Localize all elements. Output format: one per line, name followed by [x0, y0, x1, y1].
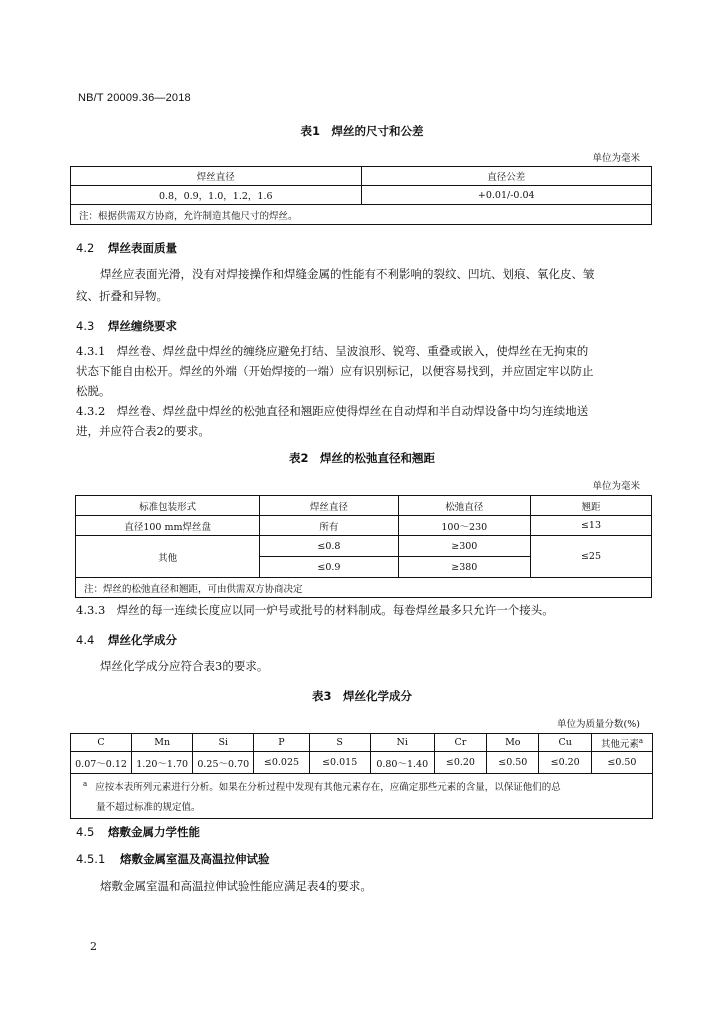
table1-unit: 单位为毫米 [592, 153, 640, 164]
table3-value-cr: ≤0.20 [434, 752, 486, 774]
section-title: 熔敷金属力学性能 [108, 825, 200, 839]
clause-4-3-1-line1: 4.3.1 焊丝卷、焊丝盘中焊丝的缠绕应避免打结、呈波浪形、锐弯、重叠或嵌入，使焊丝在无拘束的 [76, 344, 589, 358]
section-number: 4.5 [76, 825, 95, 839]
section-4-5-1-heading [76, 851, 270, 867]
section-4-5-heading [76, 824, 200, 840]
table2-cell-cast-a: ≥300 [398, 536, 530, 557]
section-number: 4.5.1 [76, 852, 106, 866]
table3-value-mn: 1.20～1.70 [132, 752, 193, 774]
table3-value-mo: ≤0.50 [487, 752, 539, 774]
clause-4-3-1-line3: 松脱。 [76, 384, 111, 398]
table3-header-si: Si [193, 734, 254, 752]
table2-cell-cast-b: ≥380 [398, 557, 530, 578]
table2-cell-helix-other: ≤25 [531, 536, 652, 578]
clause-4-3-2-line1: 4.3.2 焊丝卷、焊丝盘中焊丝的松弛直径和翘距应使得焊丝在自动焊和半自动焊设备中均匀连续地送 [76, 404, 589, 418]
table1-header-diameter: 焊丝直径 [71, 167, 362, 186]
table3-header-c: C [71, 734, 132, 752]
standard-number: NB/T 20009.36—2018 [78, 92, 191, 104]
section-4-4-body: 焊丝化学成分应符合表3的要求。 [100, 659, 269, 673]
table1-cell-diameter: 0.8，0.9，1.0，1.2，1.6 [71, 186, 362, 205]
footnote-text: 应按本表所列元素进行分析。如果在分析过程中发现有其他元素存在，应确定那些元素的含量，以保证他们的总 [95, 782, 561, 794]
table3-value-cu: ≤0.20 [539, 752, 591, 774]
table3-value-c: 0.07～0.12 [71, 752, 132, 774]
table1-caption: 表1 焊丝的尺寸和公差 [300, 124, 424, 138]
section-4-5-1-body: 熔敷金属室温和高温拉伸试验性能应满足表4的要求。 [100, 879, 372, 893]
table2-header-helix: 翘距 [531, 496, 652, 516]
table1 [70, 166, 652, 225]
section-4-2-heading [76, 240, 177, 256]
table3-footnote-line2: 量不超过标准的规定值。 [96, 802, 201, 814]
clause-4-3-2-line2: 进，并应符合表2的要求。 [76, 424, 210, 438]
section-title: 焊丝化学成分 [108, 633, 177, 647]
table1-header-tolerance: 直径公差 [361, 167, 652, 186]
footnote-mark: a [638, 736, 644, 745]
table2-cell-diameter-a: ≤0.8 [260, 536, 398, 557]
section-title: 熔敷金属室温及高温拉伸试验 [120, 852, 270, 866]
table3-header-cu: Cu [539, 734, 591, 752]
table3-header-s: S [309, 734, 370, 752]
table2-caption: 表2 焊丝的松弛直径和翘距 [288, 451, 435, 465]
section-number: 4.2 [76, 241, 95, 255]
section-number: 4.4 [76, 633, 95, 647]
table2-cell-form-other: 其他 [76, 536, 260, 578]
table2-cell-diameter-b: ≤0.9 [260, 557, 398, 578]
table3 [70, 733, 653, 819]
table1-note: 注：根据供需双方协商，允许制造其他尺寸的焊丝。 [71, 205, 652, 225]
section-4-3-heading [76, 318, 177, 334]
table3-value-other: ≤0.50 [591, 752, 652, 774]
section-title: 焊丝表面质量 [108, 241, 177, 255]
table2-cell-form: 直径100 mm焊丝盘 [76, 516, 260, 536]
section-number: 4.3 [76, 319, 95, 333]
table3-footnote-line1 [83, 774, 652, 798]
table2-header-diameter: 焊丝直径 [260, 496, 398, 516]
table1-cell-tolerance: +0.01/-0.04 [361, 186, 652, 205]
table2 [75, 495, 652, 598]
table2-note: 注：焊丝的松弛直径和翘距，可由供需双方协商决定 [76, 578, 652, 598]
table3-header-p: P [254, 734, 309, 752]
table3-header-ni: Ni [370, 734, 434, 752]
table2-header-cast: 松弛直径 [398, 496, 530, 516]
table3-header-mo: Mo [487, 734, 539, 752]
section-4-4-heading [76, 632, 177, 648]
table3-value-p: ≤0.025 [254, 752, 309, 774]
table2-cell-cast: 100～230 [398, 516, 530, 536]
table3-value-ni: 0.80～1.40 [370, 752, 434, 774]
table3-header-cr: Cr [434, 734, 486, 752]
table2-cell-diameter: 所有 [260, 516, 398, 536]
table3-header-other [591, 734, 652, 752]
table3-caption: 表3 焊丝化学成分 [311, 689, 412, 703]
footnote-mark: a [83, 780, 88, 788]
table2-unit: 单位为毫米 [592, 481, 640, 492]
table2-cell-helix: ≤13 [531, 516, 652, 536]
clause-4-3-1-line2: 状态下能自由松开。焊丝的外端（开始焊接的一端）应有识别标记，以便容易找到，并应固定牢以防止 [76, 364, 594, 378]
table3-header-other-label: 其他元素 [600, 738, 639, 750]
section-4-2-body-line1: 焊丝应表面光滑，没有对焊接操作和焊缝金属的性能有不利影响的裂纹、凹坑、划痕、氧化皮、皱 [100, 267, 595, 281]
table3-header-mn: Mn [132, 734, 193, 752]
table3-value-si: 0.25～0.70 [193, 752, 254, 774]
section-4-2-body-line2: 纹、折叠和异物。 [76, 289, 168, 303]
section-title: 焊丝缠绕要求 [108, 319, 177, 333]
table2-header-form: 标准包装形式 [76, 496, 260, 516]
table3-footnote [71, 774, 653, 819]
clause-4-3-3: 4.3.3 焊丝的每一连续长度应以同一炉号或批号的材料制成。每卷焊丝最多只允许一个接头。 [76, 603, 554, 617]
page-number: 2 [90, 940, 97, 953]
table3-unit: 单位为质量分数(%) [557, 719, 640, 730]
table3-value-s: ≤0.015 [309, 752, 370, 774]
